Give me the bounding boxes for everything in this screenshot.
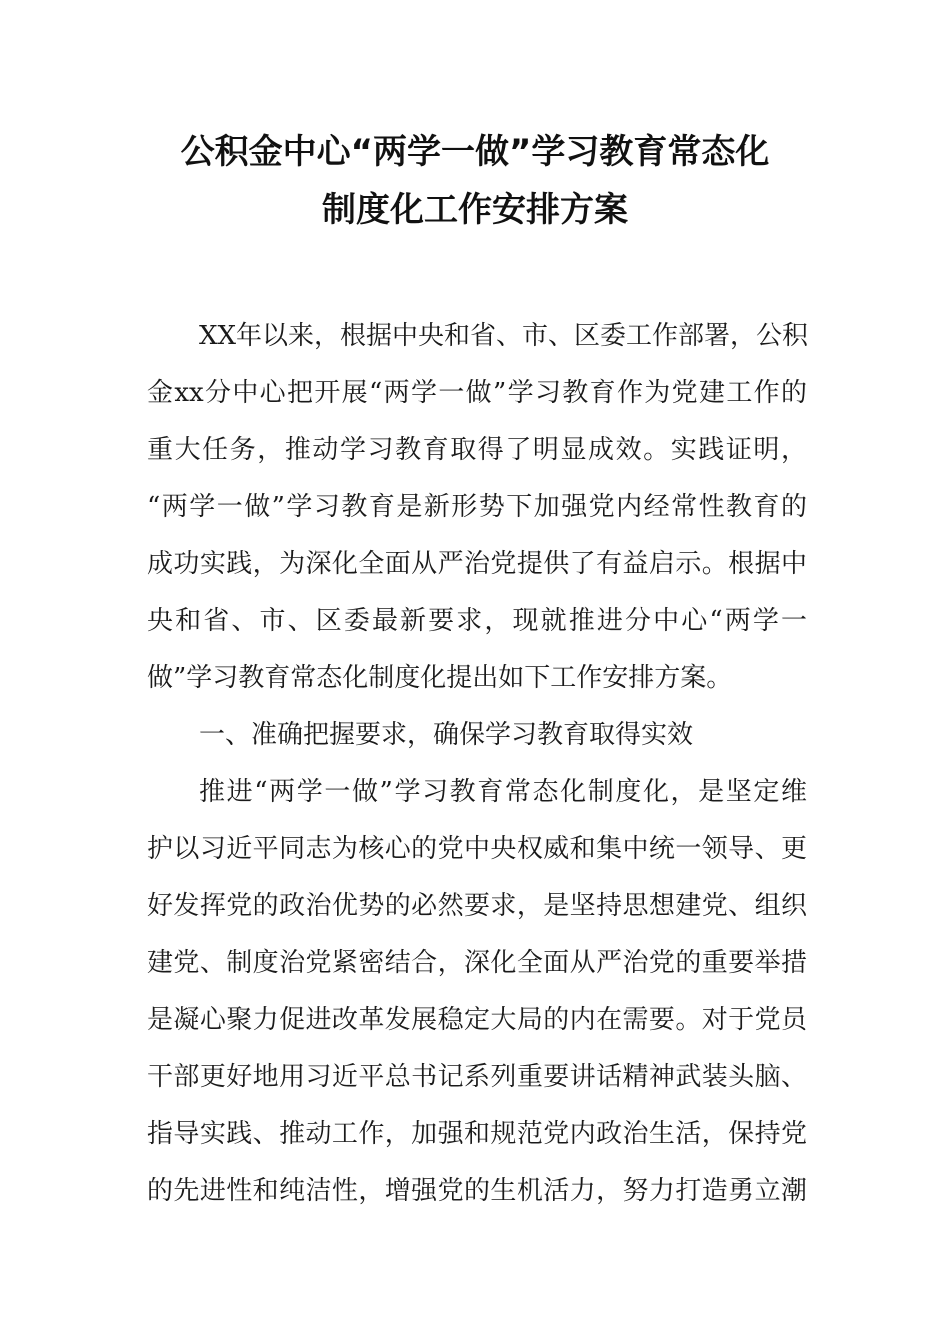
- paragraph-2-line: 好发挥党的政治优势的必然要求，是坚持思想建党、组织: [147, 891, 807, 921]
- paragraph-2-line: 指导实践、推动工作，加强和规范党内政治生活，保持党: [147, 1119, 807, 1149]
- paragraph-2-line: 护以习近平同志为核心的党中央权威和集中统一领导、更: [147, 834, 807, 864]
- document-body: [147, 308, 807, 1220]
- section-1-heading: 一、准确把握要求，确保学习教育取得实效: [199, 720, 694, 750]
- paragraph-1-line: XX年以来，根据中央和省、市、区委工作部署，公积: [199, 321, 809, 351]
- paragraph-2-line: 建党、制度治党紧密结合，深化全面从严治党的重要举措: [147, 948, 807, 978]
- paragraph-2-line: 是凝心聚力促进改革发展稳定大局的内在需要。对于党员: [147, 1005, 807, 1035]
- paragraph-1-line: 央和省、市、区委最新要求，现就推进分中心“两学一: [147, 606, 807, 636]
- paragraph-1-line: 做”学习教育常态化制度化提出如下工作安排方案。: [147, 663, 733, 693]
- paragraph-1-line: “两学一做”学习教育是新形势下加强党内经常性教育的: [147, 492, 807, 522]
- paragraph-2-line: 推进“两学一做”学习教育常态化制度化，是坚定维: [199, 777, 807, 807]
- paragraph-2-line: 干部更好地用习近平总书记系列重要讲话精神武装头脑、: [147, 1062, 807, 1092]
- document-title-line-2: 制度化工作安排方案: [322, 190, 628, 230]
- paragraph-1-line: 重大任务，推动学习教育取得了明显成效。实践证明，: [147, 435, 807, 465]
- paragraph-2-line: 的先进性和纯洁性，增强党的生机活力，努力打造勇立潮: [147, 1176, 807, 1206]
- paragraph-1-line: 成功实践，为深化全面从严治党提供了有益启示。根据中: [147, 549, 807, 579]
- paragraph-1-line: 金xx分中心把开展“两学一做”学习教育作为党建工作的: [147, 378, 807, 408]
- document-title-line-1: 公积金中心“两学一做”学习教育常态化: [180, 132, 770, 172]
